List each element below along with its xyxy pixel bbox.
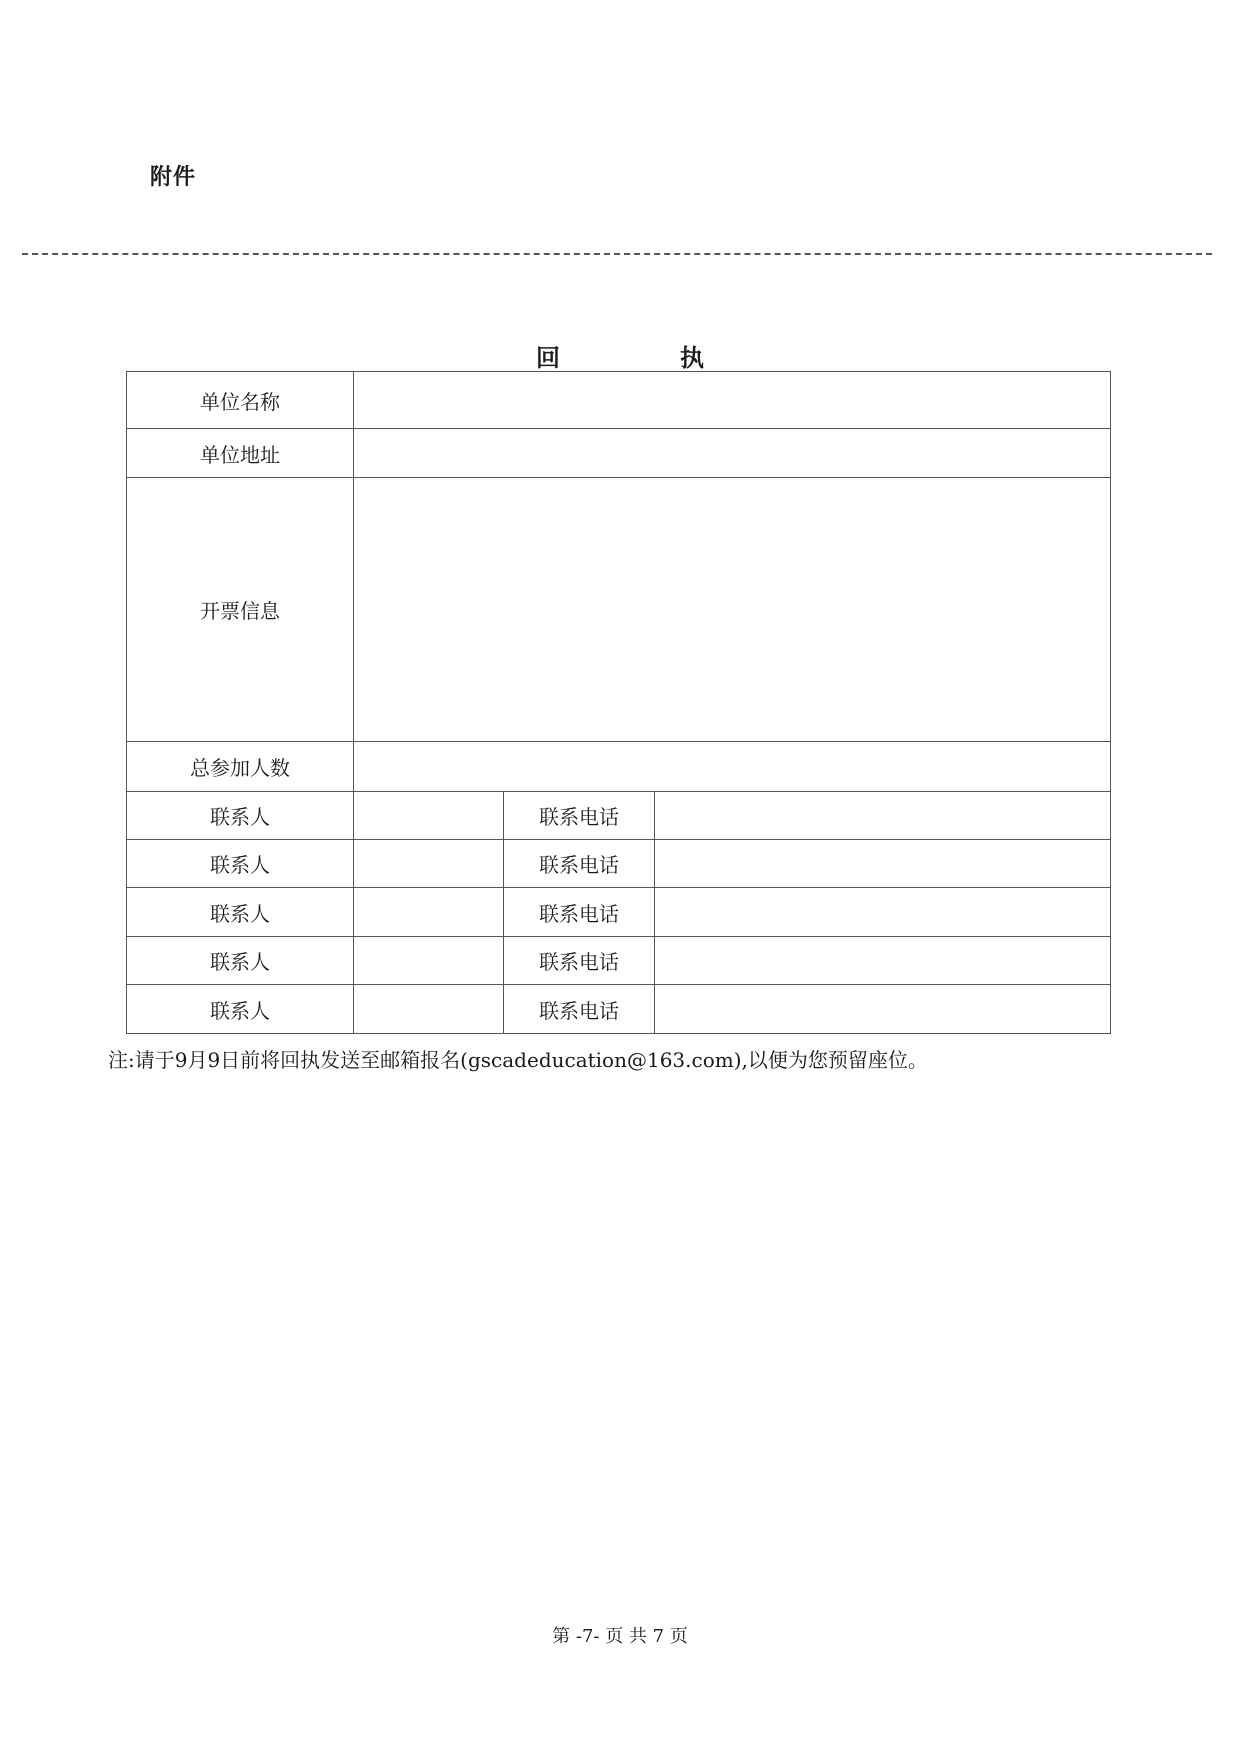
phone-field[interactable] (655, 985, 1111, 1034)
receipt-form-table (126, 371, 1111, 1034)
total-attendees-label: 总参加人数 (127, 742, 354, 792)
contact-row (127, 840, 1111, 888)
phone-field[interactable] (655, 888, 1111, 937)
contact-row (127, 888, 1111, 937)
unit-name-label: 单位名称 (127, 372, 354, 429)
phone-label: 联系电话 (504, 888, 655, 937)
row-unit-name (127, 372, 1111, 429)
page-number: 第 -7- 页 共 7 页 (552, 1626, 688, 1647)
contact-field[interactable] (354, 888, 504, 937)
contact-row (127, 985, 1111, 1034)
phone-field[interactable] (655, 937, 1111, 985)
row-invoice-info (127, 478, 1111, 742)
contact-field[interactable] (354, 985, 504, 1034)
invoice-info-field[interactable] (354, 478, 1111, 742)
unit-name-field[interactable] (354, 372, 1111, 429)
attachment-label: 附件 (150, 165, 197, 190)
contact-field[interactable] (354, 840, 504, 888)
contact-label: 联系人 (127, 840, 354, 888)
phone-field[interactable] (655, 792, 1111, 840)
unit-address-field[interactable] (354, 429, 1111, 478)
receipt-title (0, 338, 1240, 373)
total-attendees-field[interactable] (354, 742, 1111, 792)
row-total-attendees (127, 742, 1111, 792)
cut-line-divider (22, 253, 1212, 255)
contact-row (127, 792, 1111, 840)
phone-field[interactable] (655, 840, 1111, 888)
phone-label: 联系电话 (504, 985, 655, 1034)
row-unit-address (127, 429, 1111, 478)
receipt-title-right: 执 (680, 344, 704, 372)
phone-label: 联系电话 (504, 937, 655, 985)
contact-label: 联系人 (127, 792, 354, 840)
contact-label: 联系人 (127, 888, 354, 937)
invoice-info-label: 开票信息 (127, 478, 354, 742)
contact-row (127, 937, 1111, 985)
contact-label: 联系人 (127, 937, 354, 985)
submission-note: 注:请于9月9日前将回执发送至邮箱报名(gscadeducation@163.com),以便为您预留座位。 (108, 1048, 928, 1072)
unit-address-label: 单位地址 (127, 429, 354, 478)
receipt-title-left: 回 (536, 344, 560, 372)
contact-label: 联系人 (127, 985, 354, 1034)
phone-label: 联系电话 (504, 792, 655, 840)
contact-field[interactable] (354, 792, 504, 840)
contact-field[interactable] (354, 937, 504, 985)
phone-label: 联系电话 (504, 840, 655, 888)
